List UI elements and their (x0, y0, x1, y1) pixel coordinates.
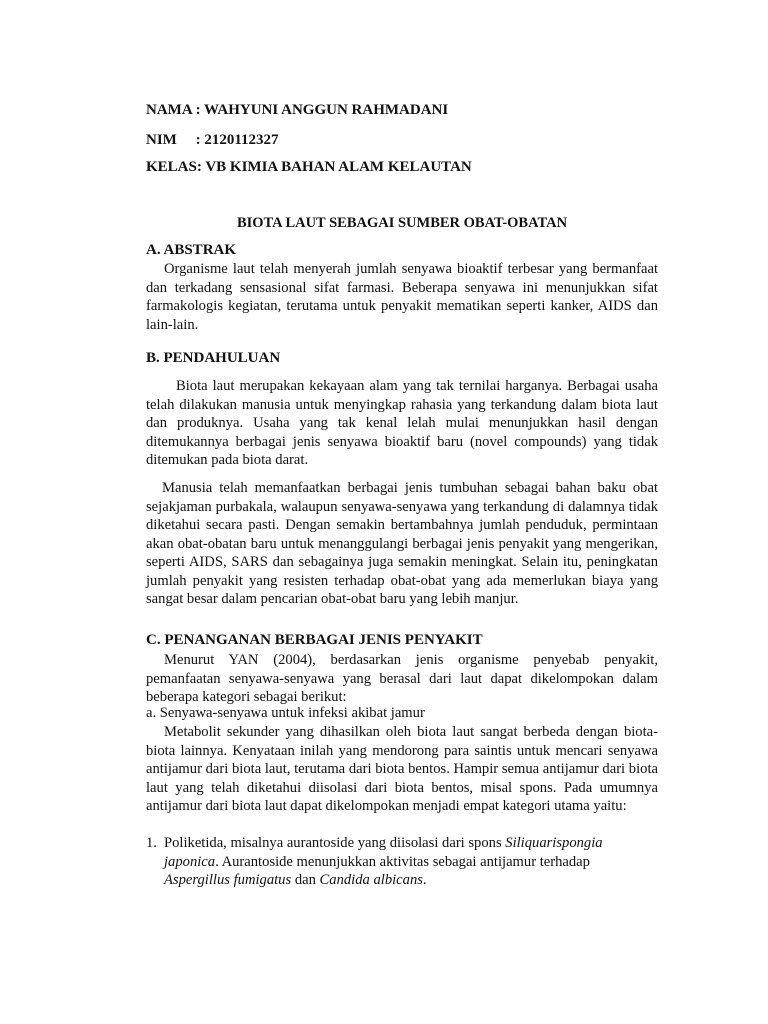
species-name: Siliquarispongia japonica (164, 835, 603, 870)
list-item-text: Poliketida, misalnya aurantoside yang diisolasi dari spons (164, 835, 506, 851)
species-name: Candida albicans (319, 872, 423, 888)
list-item-text: . (422, 872, 427, 888)
student-class: KELAS: VB KIMIA BAHAN ALAM KELAUTAN (146, 159, 472, 175)
subheading-antifungal: a. Senyawa-senyawa untuk infeksi akibat jamur (146, 705, 425, 721)
section-c-paragraph-2: Metabolit sekunder yang dihasilkan oleh biota laut sangat berbeda dengan biota-biota lainnya. Kenyataan inilah yang mendorong para saintis untuk mencari senyawa antijamur dari biota laut, terutama dari biota bentos. Hampir semua antijamur dari biota laut yang telah diketahui diisolasi dari biota bentos, misal spons. Pada umumnya antijamur dari biota laut dapat dikelompokan menjadi empat kategori utama yaitu: (146, 724, 658, 814)
section-c-paragraph-1: Menurut YAN (2004), berdasarkan jenis organisme penyebab penyakit, pemanfaatan senyawa-senyawa yang berasal dari laut dapat dikelompokan dalam beberapa kategori sebagai berikut: (146, 652, 658, 705)
document-title: BIOTA LAUT SEBAGAI SUMBER OBAT-OBATAN (236, 215, 568, 231)
section-b-heading: B. PENDAHULUAN (146, 350, 281, 366)
list-item-body (164, 834, 658, 890)
section-a-heading: A. ABSTRAK (146, 242, 237, 258)
intro-paragraph-2: Manusia telah memanfaatkan berbagai jenis tumbuhan sebagai bahan baku obat sejakjaman purbakala, walaupun senyawa-senyawa yang terkandung di dalamnya tidak diketahui secara pasti. Dengan semakin bertambahnya jumlah penduduk, permintaan akan obat-obatan baru untuk menanggulangi berbagai jenis penyakit yang mengerikan, seperti AIDS, SARS dan sebagainya juga semakin meningkat. Selain itu, peningkatan jumlah penyakit yang resisten terhadap obat-obat yang ada memerlukan biaya yang sangat besar dalam pencarian obat-obat baru yang lebih manjur. (146, 480, 658, 607)
species-name: Aspergillus fumigatus (164, 872, 292, 888)
list-item (146, 834, 658, 890)
intro-paragraph-1: Biota laut merupakan kekayaan alam yang tak ternilai harganya. Berbagai usaha telah dilakukan manusia untuk menyingkap rahasia yang terkandung dalam biota laut dan produknya. Usaha yang tak kenal lelah mulai menunjukkan hasil dengan ditemukannya berbagai jenis senyawa bioaktif baru (novel compounds) yang tidak ditemukan pada biota darat. (146, 378, 658, 468)
abstract-paragraph: Organisme laut telah menyerah jumlah senyawa bioaktif terbesar yang bermanfaat dan terkadang sensasional sifat farmasi. Beberapa senyawa ini menunjukkan sifat farmakologis kegiatan, terutama untuk penyakit mematikan seperti kanker, AIDS dan lain-lain. (146, 261, 658, 333)
student-nim: NIM : 2120112327 (146, 132, 279, 148)
section-c-heading: C. PENANGANAN BERBAGAI JENIS PENYAKIT (146, 632, 483, 648)
student-name: NAMA : WAHYUNI ANGGUN RAHMADANI (146, 102, 449, 118)
list-item-text: dan (291, 872, 320, 888)
list-item-number: 1. (146, 835, 157, 851)
list-item-text: . Aurantoside menunjukkan aktivitas sebagai antijamur terhadap (215, 853, 590, 870)
